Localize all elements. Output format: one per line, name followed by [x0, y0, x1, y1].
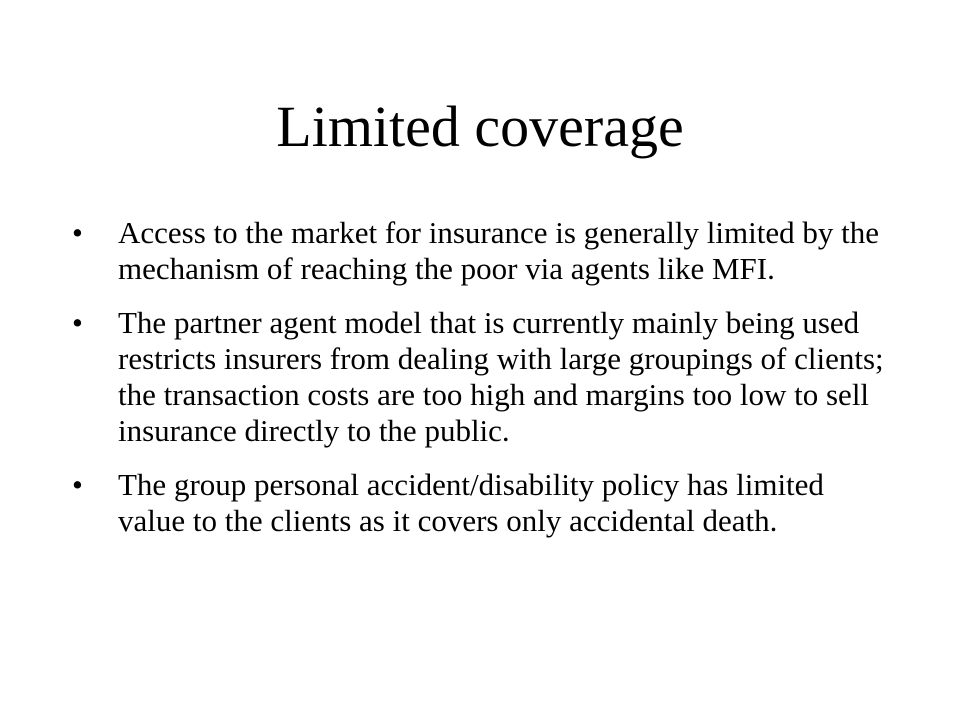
bullet-dot-icon: • — [72, 467, 83, 502]
bullet-list — [72, 215, 892, 557]
bullet-text: Access to the market for insurance is generally limited by the mechanism of reaching the poor via agents like MFI. — [118, 215, 879, 286]
bullet-item — [72, 215, 892, 287]
bullet-text: The group personal accident/disability policy has limited value to the clients as it covers only accidental death. — [118, 467, 824, 538]
bullet-text: The partner agent model that is currently mainly being used restricts insurers from dealing with large groupings of clients; the transaction costs are too high and margins too low to sell insurance directly to the public. — [118, 305, 884, 448]
bullet-item — [72, 467, 892, 539]
slide-title: Limited coverage — [276, 94, 684, 159]
bullet-dot-icon: • — [72, 215, 83, 250]
bullet-item — [72, 305, 892, 449]
bullet-dot-icon: • — [72, 305, 83, 340]
